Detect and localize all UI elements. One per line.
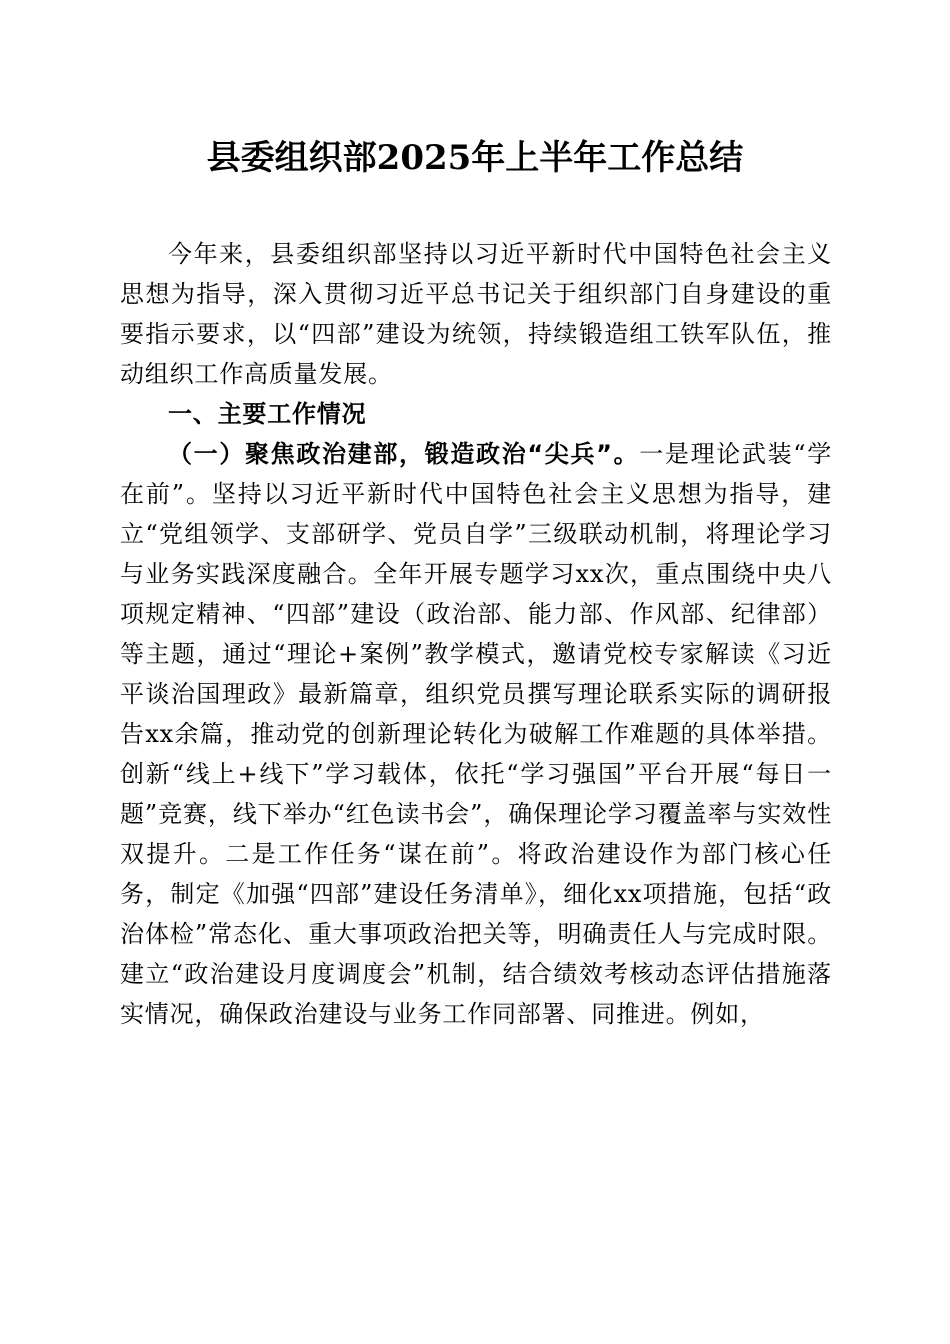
document-body (120, 234, 832, 1034)
subsection-heading: （一）聚焦政治建部，锻造政治“尖兵”。 (168, 440, 640, 468)
section-heading: 一、主要工作情况 (168, 400, 367, 428)
subsection-body: 一是理论武装“学在前”。坚持以习近平新时代中国特色社会主义思想为指导，建立“党组领学、支部研学、党员自学”三级联动机制，将理论学习与业务实践深度融合。全年开展专题学习xx次，重点围绕中央八项规定精神、“四部”建设（政治部、能力部、作风部、纪律部）等主题，通过“理论+案例”教学模式，邀请党校专家解读《习近平谈治国理政》最新篇章，组织党员撰写理论联系实际的调研报告xx余篇，推动党的创新理论转化为破解工作难题的具体举措。创新“线上+线下”学习载体，依托“学习强国”平台开展“每日一题”竞赛，线下举办“红色读书会”，确保理论学习覆盖率与实效性双提升。二是工作任务“谋在前”。将政治建设作为部门核心任务，制定《加强“四部”建设任务清单》，细化xx项措施，包括“政治体检”常态化、重大事项政治把关等，明确责任人与完成时限。建立“政治建设月度调度会”机制，结合绩效考核动态评估措施落实情况，确保政治建设与业务工作同部署、同推进。例如， (120, 440, 832, 1028)
document-title: 县委组织部2025年上半年工作总结 (206, 138, 744, 178)
intro-paragraph: 今年来，县委组织部坚持以习近平新时代中国特色社会主义思想为指导，深入贯彻习近平总书记关于组织部门自身建设的重要指示要求，以“四部”建设为统领，持续锻造组工铁军队伍，推动组织工作高质量发展。 (120, 240, 832, 388)
subsection-paragraph (120, 434, 832, 1034)
